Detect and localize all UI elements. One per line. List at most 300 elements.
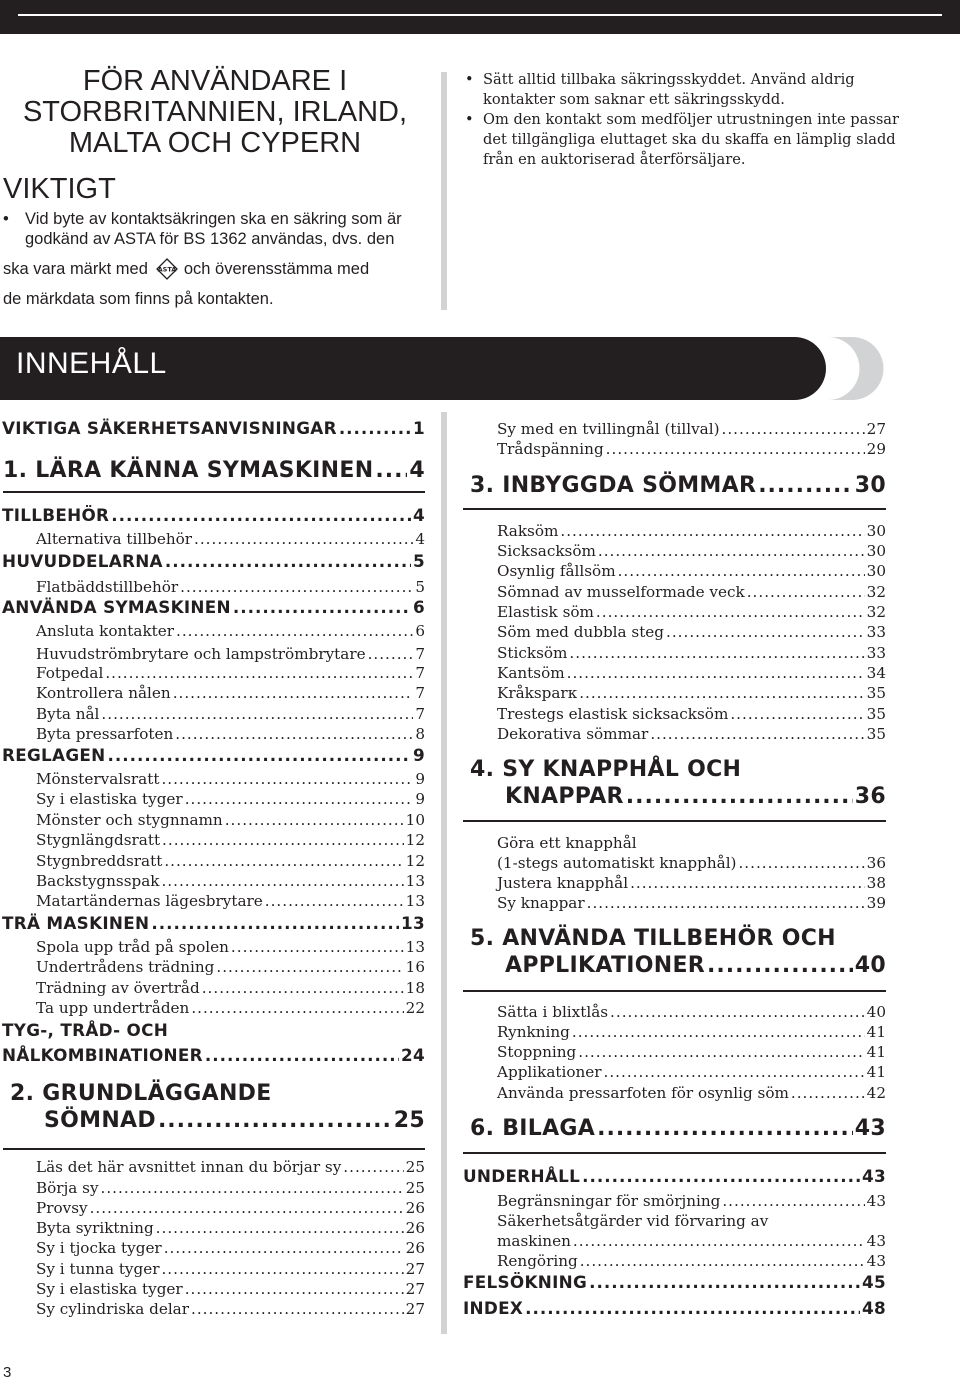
toc_left-toc-entry bbox=[3, 458, 425, 483]
toc-entry-page: 41 bbox=[866, 1063, 886, 1081]
toc-leader-dots bbox=[165, 551, 411, 571]
toc-entry-label: Byta syriktning bbox=[36, 1219, 154, 1237]
uk-title-line-1: FÖR ANVÄNDARE I bbox=[82, 65, 348, 97]
toc-entry-label: Elastisk söm bbox=[497, 603, 594, 621]
toc-entry-page: 36 bbox=[866, 854, 886, 872]
toc_left-toc-entry bbox=[36, 1199, 425, 1217]
bullet-dot: • bbox=[3, 210, 9, 228]
toc_right-toc-entry bbox=[497, 834, 886, 852]
toc_left-toc-entry bbox=[2, 1020, 425, 1040]
toc-entry-page: 7 bbox=[415, 645, 425, 663]
toc_left-toc-entry bbox=[36, 530, 425, 548]
toc-entry-page: 29 bbox=[866, 440, 886, 458]
toc-entry-page: 6 bbox=[413, 597, 425, 617]
toc-entry-page: 26 bbox=[405, 1219, 425, 1237]
toc-entry-page: 41 bbox=[866, 1023, 886, 1041]
fuse-note-line-2 bbox=[3, 258, 423, 280]
toc-entry-page: 27 bbox=[405, 1260, 425, 1278]
toc-leader-dots bbox=[707, 953, 853, 978]
toc-entry-page: 22 bbox=[405, 999, 425, 1017]
page-number: 3 bbox=[3, 1364, 12, 1381]
toc-leader-dots bbox=[164, 852, 403, 870]
plug-note-item bbox=[463, 110, 903, 170]
toc-leader-dots bbox=[162, 831, 404, 849]
chapter-heading-label: APPLIKATIONER bbox=[505, 953, 706, 978]
toc-leader-dots bbox=[666, 623, 865, 641]
toc-entry-label: NÅLKOMBINATIONER bbox=[2, 1045, 203, 1065]
toc-entry-page: 7 bbox=[415, 705, 425, 723]
toc-entry-page: 30 bbox=[854, 473, 886, 498]
toc-entry-page: 13 bbox=[405, 872, 425, 890]
chapter5-heading-rule bbox=[463, 990, 886, 992]
toc-leader-dots bbox=[108, 745, 411, 765]
toc-entry-label: Sy med en tvillingnål (tillval) bbox=[497, 420, 720, 438]
toc-leader-dots bbox=[158, 1108, 392, 1133]
chapter-heading-label: SÖMNAD bbox=[44, 1108, 156, 1133]
toc-entry-page: 5 bbox=[415, 578, 425, 596]
contents-title: INNEHÅLL bbox=[16, 347, 167, 380]
toc-entry-page: 9 bbox=[415, 770, 425, 788]
toc-entry-label: Sy i elastiska tyger bbox=[36, 1280, 183, 1298]
toc_right-toc-entry bbox=[497, 1063, 886, 1081]
toc_right-toc-entry bbox=[497, 623, 886, 641]
toc-entry-label: 3. INBYGGDA SÖMMAR bbox=[470, 473, 757, 498]
toc-leader-dots bbox=[722, 1192, 864, 1210]
toc-leader-dots bbox=[101, 705, 413, 723]
bullet-dot: • bbox=[465, 111, 474, 128]
toc_right-toc-entry bbox=[463, 1272, 886, 1292]
toc-entry-label: Sticksöm bbox=[497, 644, 568, 662]
toc_left-toc-entry bbox=[36, 938, 425, 956]
toc_left-toc-entry bbox=[36, 958, 425, 976]
chapter2-heading-line-1: 2. GRUNDLÄGGANDE bbox=[10, 1081, 272, 1106]
toc-entry-page: 12 bbox=[405, 831, 425, 849]
top-header-rule bbox=[18, 14, 942, 16]
toc-entry-page: 18 bbox=[405, 979, 425, 997]
toc-entry-page: 40 bbox=[866, 1003, 886, 1021]
toc-leader-dots bbox=[156, 1219, 404, 1237]
toc-leader-dots bbox=[596, 603, 865, 621]
toc_left-toc-entry bbox=[36, 770, 425, 788]
toc-leader-dots bbox=[598, 542, 865, 560]
fuse-note-text-c: och överensstämma med bbox=[183, 260, 370, 278]
toc-leader-dots bbox=[791, 1084, 865, 1102]
toc-entry-label: TRÄ MASKINEN bbox=[2, 913, 150, 933]
toc-entry-label: Osynlig fållsöm bbox=[497, 562, 616, 580]
uk-notice-title bbox=[0, 66, 430, 159]
toc_right-toc-entry bbox=[497, 562, 886, 580]
toc_right-toc-entry bbox=[497, 874, 886, 892]
toc-entry-page: 43 bbox=[866, 1252, 886, 1270]
toc-leader-dots bbox=[151, 913, 399, 933]
toc-entry-page: 25 bbox=[405, 1179, 425, 1197]
toc_left-toc-entry bbox=[36, 578, 425, 596]
toc-leader-dots bbox=[738, 854, 864, 872]
fuse-note-text-b: ska vara märkt med bbox=[3, 260, 148, 278]
toc-leader-dots bbox=[650, 725, 864, 743]
toc-entry-page: 9 bbox=[413, 745, 425, 765]
plug-note-text-2: Om den kontakt som medföljer utrustningen inte passar det tillgängliga eluttaget ska du skaffa en lämplig sladd från en auktoriserad återförsäljare. bbox=[483, 111, 899, 168]
toc-entry-label: Sätta i blixtlås bbox=[497, 1003, 609, 1021]
contents-banner bbox=[0, 337, 900, 400]
toc-leader-dots bbox=[180, 578, 413, 596]
toc-leader-dots bbox=[368, 645, 414, 663]
toc-entry-label: HUVUDDELARNA bbox=[2, 551, 163, 571]
toc_left-toc-entry bbox=[36, 725, 425, 743]
toc-leader-dots bbox=[194, 530, 413, 548]
toc-entry-page: 12 bbox=[405, 852, 425, 870]
chapter4-heading-line-1: 4. SY KNAPPHÅL OCH bbox=[470, 757, 742, 782]
toc_left-toc-entry bbox=[36, 664, 425, 682]
toc-entry-page: 5 bbox=[413, 551, 425, 571]
toc-entry-label: Börja sy bbox=[36, 1179, 99, 1197]
toc-entry-page: 7 bbox=[415, 664, 425, 682]
important-heading: VIKTIGT bbox=[3, 173, 116, 205]
toc_right-toc-entry bbox=[497, 894, 886, 912]
banner-end-ornament-icon bbox=[828, 337, 888, 400]
toc-leader-dots bbox=[233, 597, 411, 617]
toc-entry-label: Fotpedal bbox=[36, 664, 104, 682]
toc_right-toc-entry bbox=[497, 854, 886, 872]
toc_right-toc-entry bbox=[497, 1192, 886, 1210]
toc-leader-dots bbox=[205, 1045, 399, 1065]
toc_right-toc-entry bbox=[497, 420, 886, 438]
toc-entry-label: Trestegs elastisk sicksacksöm bbox=[497, 705, 729, 723]
toc_left-toc-entry bbox=[36, 831, 425, 849]
toc-leader-dots bbox=[339, 418, 411, 438]
toc-entry-label: Sicksacksöm bbox=[497, 542, 596, 560]
toc-entry-label: Sy i elastiska tyger bbox=[36, 790, 183, 808]
toc_left-toc-entry bbox=[2, 418, 425, 438]
toc-entry-label: Mönster och stygnnamn bbox=[36, 811, 223, 829]
toc-entry-page: 13 bbox=[401, 913, 425, 933]
toc_left-toc-entry bbox=[36, 684, 425, 702]
toc_right-toc-entry bbox=[497, 522, 886, 540]
toc-leader-dots bbox=[191, 1300, 404, 1318]
toc_right-toc-entry bbox=[497, 542, 886, 560]
toc-leader-dots bbox=[572, 1023, 865, 1041]
toc-entry-label: Kråksparк bbox=[497, 684, 578, 702]
toc-entry-page: 30 bbox=[866, 542, 886, 560]
toc-entry-label: 1. LÄRA KÄNNA SYMASKINEN bbox=[3, 458, 374, 483]
toc-entry-label: (1-stegs automatiskt knapphål) bbox=[497, 854, 737, 872]
toc_left-toc-entry bbox=[36, 892, 425, 910]
toc_right-toc-entry bbox=[497, 684, 886, 702]
bullet-dot: • bbox=[465, 71, 474, 88]
chapter5-heading-line-2 bbox=[505, 953, 886, 978]
toc_left-toc-entry bbox=[2, 913, 425, 933]
toc-entry-label: REGLAGEN bbox=[2, 745, 106, 765]
toc-leader-dots bbox=[231, 938, 404, 956]
toc-leader-dots bbox=[630, 874, 865, 892]
toc-entry-page: 32 bbox=[866, 583, 886, 601]
toc-entry-page: 6 bbox=[415, 622, 425, 640]
toc-leader-dots bbox=[582, 1166, 860, 1186]
plug-note-text-1: Sätt alltid tillbaka säkringsskyddet. Använd aldrig kontakter som saknar ett säkringsskydd. bbox=[483, 71, 855, 108]
toc-entry-label: Huvudströmbrytare och lampströmbrytare bbox=[36, 645, 366, 663]
toc-entry-label: Mönstervalsratt bbox=[36, 770, 160, 788]
toc-entry-page: 26 bbox=[405, 1239, 425, 1257]
toc-entry-label: ANVÄNDA SYMASKINEN bbox=[2, 597, 231, 617]
toc-leader-dots bbox=[578, 1043, 864, 1061]
toc-entry-label: Läs det här avsnittet innan du börjar sy bbox=[36, 1158, 342, 1176]
toc-entry-page: 39 bbox=[866, 894, 886, 912]
toc-entry-page: 4 bbox=[409, 458, 425, 483]
toc-leader-dots bbox=[747, 583, 865, 601]
toc-entry-page: 38 bbox=[866, 874, 886, 892]
toc-entry-label: Ansluta kontakter bbox=[36, 622, 175, 640]
toc-entry-page: 7 bbox=[415, 684, 425, 702]
fuse-note-text-a: Vid byte av kontaktsäkringen ska en säkring som är godkänd av ASTA för BS 1362 användas, dvs. den bbox=[25, 210, 402, 248]
toc_left-toc-entry bbox=[36, 872, 425, 890]
toc-entry-page: 45 bbox=[862, 1272, 886, 1292]
toc_left-toc-entry bbox=[36, 622, 425, 640]
toc-leader-dots bbox=[101, 1179, 404, 1197]
toc-entry-label: Provsy bbox=[36, 1199, 88, 1217]
toc-entry-page: 13 bbox=[405, 938, 425, 956]
toc-entry-label: Byta nål bbox=[36, 705, 100, 723]
toc_right-toc-entry bbox=[497, 1232, 886, 1250]
toc-entry-label: Sy cylindriska delar bbox=[36, 1300, 189, 1318]
toc-entry-label: VIKTIGA SÄKERHETSANVISNINGAR bbox=[2, 418, 337, 438]
toc-leader-dots bbox=[579, 684, 864, 702]
toc_right-toc-entry bbox=[497, 583, 886, 601]
toc-leader-dots bbox=[573, 1232, 865, 1250]
toc-leader-dots bbox=[525, 1298, 860, 1318]
toc-leader-dots bbox=[604, 1063, 865, 1081]
toc-entry-label: Rynkning bbox=[497, 1023, 570, 1041]
toc-entry-label: Använda pressarfoten för osynlig söm bbox=[497, 1084, 789, 1102]
toc-entry-label: Göra ett knapphål bbox=[497, 834, 637, 852]
toc-entry-label: TYG-, TRÅD- OCH bbox=[2, 1020, 169, 1040]
toc_right-toc-entry bbox=[497, 644, 886, 662]
top-header-bar bbox=[0, 0, 960, 34]
fuse-note-bullet bbox=[3, 209, 423, 309]
toc-leader-dots bbox=[175, 725, 413, 743]
toc-entry-label: TILLBEHÖR bbox=[2, 505, 110, 525]
toc-leader-dots bbox=[730, 705, 864, 723]
toc-entry-label: Sömnad av musselformade veck bbox=[497, 583, 745, 601]
chapter-heading-page: 40 bbox=[854, 953, 886, 978]
plug-notes bbox=[463, 70, 903, 170]
toc-leader-dots bbox=[375, 458, 407, 483]
toc-entry-label: 6. BILAGA bbox=[470, 1116, 596, 1141]
toc-leader-dots bbox=[606, 440, 865, 458]
toc-leader-dots bbox=[758, 473, 853, 498]
toc-entry-label: Begränsningar för smörjning bbox=[497, 1192, 721, 1210]
toc-entry-page: 33 bbox=[866, 623, 886, 641]
toc-leader-dots bbox=[216, 958, 403, 976]
chapter4-heading-line-2 bbox=[505, 784, 886, 809]
toc-leader-dots bbox=[722, 420, 865, 438]
toc-entry-page: 34 bbox=[866, 664, 886, 682]
toc-entry-label: Dekorativa sömmar bbox=[497, 725, 649, 743]
toc-leader-dots bbox=[567, 664, 865, 682]
toc_right-toc-entry bbox=[463, 1166, 886, 1186]
column-divider-toc bbox=[441, 412, 447, 1334]
toc_right-toc-entry bbox=[463, 1298, 886, 1318]
toc-leader-dots bbox=[161, 872, 403, 890]
toc-entry-page: 32 bbox=[866, 603, 886, 621]
toc-entry-label: Rengöring bbox=[497, 1252, 578, 1270]
toc-entry-label: Undertrådens trädning bbox=[36, 958, 215, 976]
toc_left-toc-entry bbox=[36, 979, 425, 997]
toc-entry-page: 9 bbox=[415, 790, 425, 808]
toc-entry-page: 35 bbox=[866, 725, 886, 743]
toc_left-toc-entry bbox=[36, 645, 425, 663]
toc-entry-label: Ta upp undertråden bbox=[36, 999, 190, 1017]
toc_left-toc-entry bbox=[2, 597, 425, 617]
toc-leader-dots bbox=[589, 1272, 860, 1292]
toc_right-toc-entry bbox=[497, 1252, 886, 1270]
toc-leader-dots bbox=[569, 644, 864, 662]
chapter6-heading-rule bbox=[463, 1152, 886, 1154]
chapter-heading-page: 25 bbox=[393, 1108, 425, 1133]
toc-entry-page: 42 bbox=[866, 1084, 886, 1102]
toc-leader-dots bbox=[161, 770, 413, 788]
uk-title-line-3: MALTA OCH CYPERN bbox=[68, 127, 362, 159]
toc_right-toc-entry bbox=[497, 664, 886, 682]
chapter-heading-page: 36 bbox=[854, 784, 886, 809]
toc_left-toc-entry bbox=[36, 790, 425, 808]
chapter4-heading-rule bbox=[463, 820, 886, 822]
chapter-heading-label: KNAPPAR bbox=[505, 784, 624, 809]
toc_left-toc-entry bbox=[36, 1158, 425, 1176]
toc-entry-label: Matartändernas lägesbrytare bbox=[36, 892, 263, 910]
toc-entry-page: 30 bbox=[866, 562, 886, 580]
chapter2-heading-rule bbox=[3, 1148, 425, 1150]
toc-entry-page: 27 bbox=[866, 420, 886, 438]
toc-leader-dots bbox=[176, 622, 413, 640]
uk-title-line-2: STORBRITANNIEN, IRLAND, bbox=[22, 96, 408, 128]
toc-entry-label: UNDERHÅLL bbox=[463, 1166, 581, 1186]
toc-entry-page: 33 bbox=[866, 644, 886, 662]
toc-leader-dots bbox=[164, 1239, 404, 1257]
toc_left-toc-entry bbox=[2, 1045, 425, 1065]
toc_right-toc-entry bbox=[497, 1084, 886, 1102]
toc_left-toc-entry bbox=[36, 705, 425, 723]
toc_left-toc-entry bbox=[36, 811, 425, 829]
toc-leader-dots bbox=[111, 505, 411, 525]
toc-entry-label: Stygnbreddsratt bbox=[36, 852, 163, 870]
asta-mark-icon bbox=[156, 258, 178, 280]
toc-leader-dots bbox=[185, 1280, 404, 1298]
toc-entry-page: 4 bbox=[413, 505, 425, 525]
toc-entry-label: Byta pressarfoten bbox=[36, 725, 174, 743]
toc_right-toc-entry bbox=[497, 1023, 886, 1041]
toc-entry-page: 43 bbox=[866, 1232, 886, 1250]
toc-leader-dots bbox=[597, 1116, 853, 1141]
toc-leader-dots bbox=[580, 1252, 865, 1270]
toc-entry-label: Raksöm bbox=[497, 522, 559, 540]
chapter3-heading-rule bbox=[463, 508, 886, 510]
toc_right-toc-entry bbox=[497, 1043, 886, 1061]
fuse-note-text-d: de märkdata som finns på kontakten. bbox=[3, 290, 274, 308]
toc_right-toc-entry bbox=[497, 705, 886, 723]
toc-entry-label: Alternativa tillbehör bbox=[36, 530, 193, 548]
toc_left-toc-entry bbox=[36, 1260, 425, 1278]
toc-entry-label: Applikationer bbox=[497, 1063, 602, 1081]
toc-entry-label: maskinen bbox=[497, 1232, 571, 1250]
toc-leader-dots bbox=[587, 894, 865, 912]
toc_left-toc-entry bbox=[2, 551, 425, 571]
toc-entry-page: 43 bbox=[854, 1116, 886, 1141]
toc-entry-label: Säkerhetsåtgärder vid förvaring av bbox=[497, 1212, 769, 1230]
toc-entry-page: 1 bbox=[413, 418, 425, 438]
toc_left-toc-entry bbox=[2, 745, 425, 765]
toc-entry-label: Backstygnsspak bbox=[36, 872, 160, 890]
toc-entry-page: 13 bbox=[405, 892, 425, 910]
toc_left-toc-entry bbox=[36, 1219, 425, 1237]
toc-entry-label: Trädning av övertråd bbox=[36, 979, 200, 997]
asta-mark-label: ASTA bbox=[157, 265, 177, 274]
toc_left-toc-entry bbox=[2, 505, 425, 525]
toc-entry-page: 16 bbox=[405, 958, 425, 976]
toc-entry-label: Flatbäddstillbehör bbox=[36, 578, 179, 596]
toc_left-toc-entry bbox=[36, 1239, 425, 1257]
chapter5-heading-line-1: 5. ANVÄNDA TILLBEHÖR OCH bbox=[470, 926, 836, 951]
toc-leader-dots bbox=[610, 1003, 865, 1021]
toc-entry-page: 30 bbox=[866, 522, 886, 540]
toc_left-toc-entry bbox=[36, 852, 425, 870]
toc_left-toc-entry bbox=[36, 1300, 425, 1318]
toc_right-toc-entry bbox=[497, 1003, 886, 1021]
toc-entry-page: 35 bbox=[866, 684, 886, 702]
toc-leader-dots bbox=[202, 979, 404, 997]
toc-entry-label: Stoppning bbox=[497, 1043, 577, 1061]
toc-entry-page: 48 bbox=[862, 1298, 886, 1318]
toc-leader-dots bbox=[225, 811, 404, 829]
toc-leader-dots bbox=[90, 1199, 404, 1217]
plug-note-item bbox=[463, 70, 903, 110]
toc-entry-page: 41 bbox=[866, 1043, 886, 1061]
toc_right-toc-entry bbox=[497, 603, 886, 621]
toc-entry-page: 8 bbox=[415, 725, 425, 743]
toc-leader-dots bbox=[618, 562, 865, 580]
toc_right-toc-entry bbox=[497, 440, 886, 458]
toc-leader-dots bbox=[560, 522, 864, 540]
toc-entry-label: Kantsöm bbox=[497, 664, 565, 682]
toc_left-toc-entry bbox=[36, 1280, 425, 1298]
toc-entry-label: FELSÖKNING bbox=[463, 1272, 588, 1292]
toc-entry-page: 10 bbox=[405, 811, 425, 829]
toc-entry-page: 27 bbox=[405, 1300, 425, 1318]
toc-entry-label: INDEX bbox=[463, 1298, 524, 1318]
toc_left-toc-entry bbox=[36, 999, 425, 1017]
toc-leader-dots bbox=[265, 892, 404, 910]
toc-entry-page: 24 bbox=[401, 1045, 425, 1065]
toc-entry-label: Sy knappar bbox=[497, 894, 585, 912]
toc-entry-label: Spola upp tråd på spolen bbox=[36, 938, 229, 956]
toc_right-toc-entry bbox=[470, 1116, 886, 1141]
toc_left-toc-entry bbox=[36, 1179, 425, 1197]
toc-entry-page: 4 bbox=[415, 530, 425, 548]
toc_right-toc-entry bbox=[470, 473, 886, 498]
toc-entry-page: 27 bbox=[405, 1280, 425, 1298]
toc-leader-dots bbox=[185, 790, 414, 808]
toc_right-toc-entry bbox=[497, 725, 886, 743]
toc-leader-dots bbox=[105, 664, 413, 682]
toc-leader-dots bbox=[173, 684, 414, 702]
toc-entry-label: Sy i tjocka tyger bbox=[36, 1239, 162, 1257]
toc-entry-label: Trådspänning bbox=[497, 440, 604, 458]
toc-entry-page: 25 bbox=[405, 1158, 425, 1176]
column-divider-top bbox=[441, 72, 447, 310]
toc-entry-page: 35 bbox=[866, 705, 886, 723]
toc-entry-page: 43 bbox=[866, 1192, 886, 1210]
toc-entry-label: Sy i tunna tyger bbox=[36, 1260, 160, 1278]
toc-leader-dots bbox=[343, 1158, 403, 1176]
